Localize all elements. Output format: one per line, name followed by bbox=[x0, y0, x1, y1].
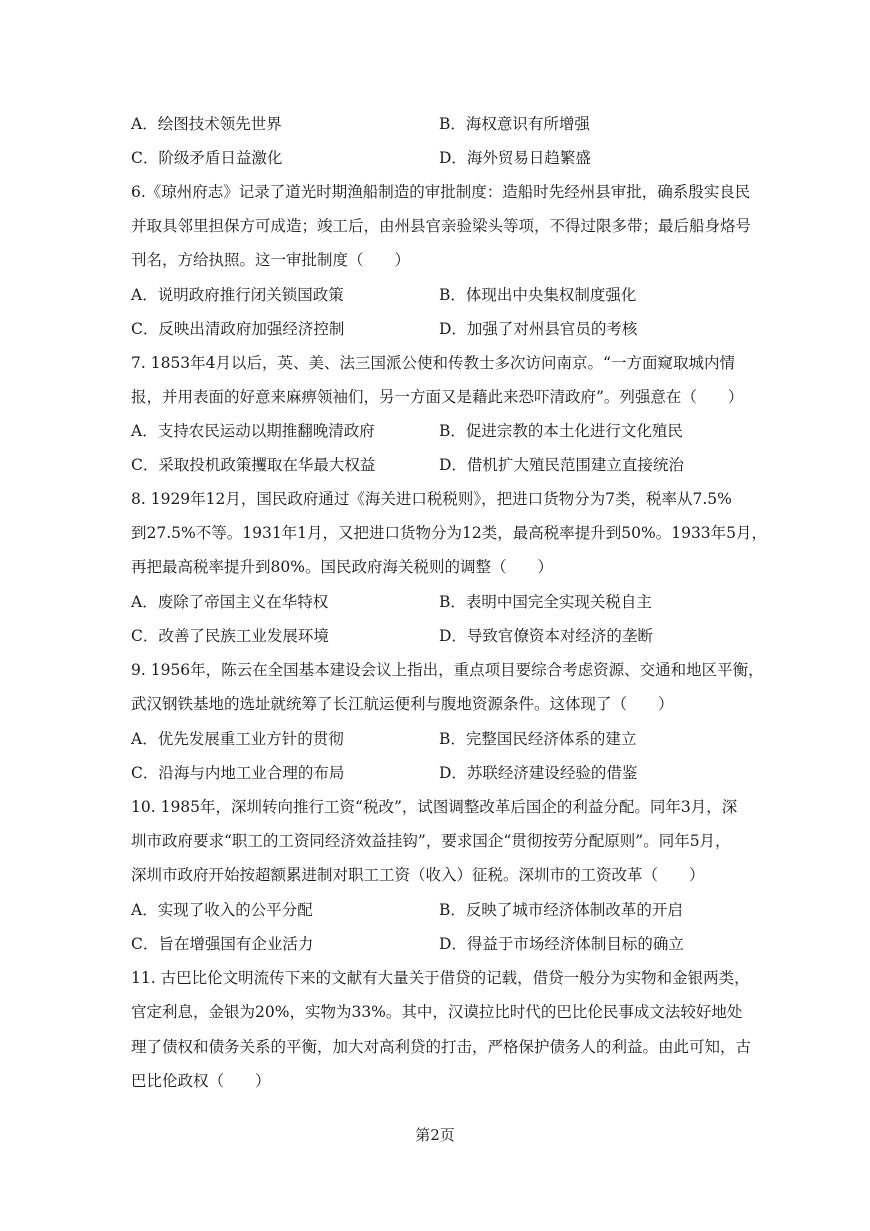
page-number: 第2页 bbox=[415, 1126, 455, 1144]
q9-option-d: D．苏联经济建设经验的借鉴 bbox=[439, 764, 638, 782]
q5-option-c: C．阶级矛盾日益激化 bbox=[131, 149, 283, 167]
q5-option-a: A．绘图技术领先世界 bbox=[131, 115, 282, 133]
q8-option-d: D．导致官僚资本对经济的垄断 bbox=[439, 627, 653, 645]
q8-option-a: A．废除了帝国主义在华特权 bbox=[131, 593, 329, 611]
q6-option-b: B．体现出中央集权制度强化 bbox=[439, 286, 637, 304]
q6-stem-line: 并取具邻里担保方可成造；竣工后，由州县官亲验梁头等项，不得过限多带；最后船身烙号 bbox=[131, 217, 752, 235]
q6-stem-line: 刊名，方给执照。这一审批制度（ ） bbox=[131, 251, 411, 269]
q10-stem-line: 深圳市政府开始按超额累进制对职工工资（收入）征税。深圳市的工资改革（ ） bbox=[131, 866, 705, 884]
q5-option-d: D．海外贸易日趋繁盛 bbox=[439, 149, 591, 167]
q11-stem-line: 11. 古巴比伦文明流传下来的文献有大量关于借贷的记载，借贷一般分为实物和金银两类， bbox=[131, 969, 750, 987]
q7-option-c: C．采取投机政策攫取在华最大权益 bbox=[131, 456, 376, 474]
q9-stem-line: 9. 1956年，陈云在全国基本建设会议上指出，重点项目要综合考虑资源、交通和地区平衡， bbox=[131, 661, 764, 679]
q6-option-a: A．说明政府推行闭关锁国政策 bbox=[131, 286, 344, 304]
q11-stem-line: 理了债权和债务关系的平衡，加大对高利贷的打击，严格保护债务人的利益。由此可知，古 bbox=[131, 1038, 752, 1056]
q10-option-b: B．反映了城市经济体制改革的开启 bbox=[439, 901, 683, 919]
q11-stem-line: 官定利息，金银为20%，实物为33%。其中，汉谟拉比时代的巴比伦民事成文法较好地处 bbox=[131, 1003, 743, 1021]
q9-option-a: A．优先发展重工业方针的贯彻 bbox=[131, 730, 344, 748]
q7-option-b: B．促进宗教的本土化进行文化殖民 bbox=[439, 422, 683, 440]
q6-option-d: D．加强了对州县官员的考核 bbox=[439, 320, 638, 338]
q8-stem-line: 8. 1929年12月，国民政府通过《海关进口税税则》，把进口货物分为7类，税率从7.5% bbox=[131, 490, 732, 508]
q10-option-d: D．得益于市场经济体制目标的确立 bbox=[439, 935, 684, 953]
q9-stem-line: 武汉钢铁基地的选址就统筹了长江航运便利与腹地资源条件。这体现了（ ） bbox=[131, 695, 674, 713]
q7-stem-line: 报，并用表面的好意来麻痹领袖们，另一方面又是藉此来恐吓清政府”。列强意在（ ） bbox=[131, 388, 744, 406]
q5-option-b: B．海权意识有所增强 bbox=[439, 115, 590, 133]
q6-option-c: C．反映出清政府加强经济控制 bbox=[131, 320, 345, 338]
q11-stem-line: 巴比伦政权（ ） bbox=[131, 1072, 271, 1090]
q8-option-c: C．改善了民族工业发展环境 bbox=[131, 627, 329, 645]
q7-option-d: D．借机扩大殖民范围建立直接统治 bbox=[439, 456, 684, 474]
q10-stem-line: 圳市政府要求“职工的工资同经济效益挂钩”，要求国企“贯彻按劳分配原则”。同年5月， bbox=[131, 832, 731, 850]
q9-option-c: C．沿海与内地工业合理的布局 bbox=[131, 764, 345, 782]
q7-stem-line: 7. 1853年4月以后，英、美、法三国派公使和传教士多次访问南京。“一方面窥取城内情 bbox=[131, 354, 735, 372]
q7-option-a: A．支持农民运动以期推翻晚清政府 bbox=[131, 422, 375, 440]
q8-stem-line: 到27.5%不等。1931年1月，又把进口货物分为12类，最高税率提升到50%。1933年5月， bbox=[131, 524, 768, 542]
q9-option-b: B．完整国民经济体系的建立 bbox=[439, 730, 637, 748]
q10-option-c: C．旨在增强国有企业活力 bbox=[131, 935, 314, 953]
q8-stem-line: 再把最高税率提升到80%。国民政府海关税则的调整（ ） bbox=[131, 558, 553, 576]
q10-option-a: A．实现了收入的公平分配 bbox=[131, 901, 313, 919]
q6-stem-line: 6.《琼州府志》记录了道光时期渔船制造的审批制度：造船时先经州县审批，确系殷实良民 bbox=[131, 183, 751, 201]
q10-stem-line: 10. 1985年，深圳转向推行工资“税改”，试图调整改革后国企的利益分配。同年3月，深 bbox=[131, 798, 738, 816]
q8-option-b: B．表明中国完全实现关税自主 bbox=[439, 593, 652, 611]
